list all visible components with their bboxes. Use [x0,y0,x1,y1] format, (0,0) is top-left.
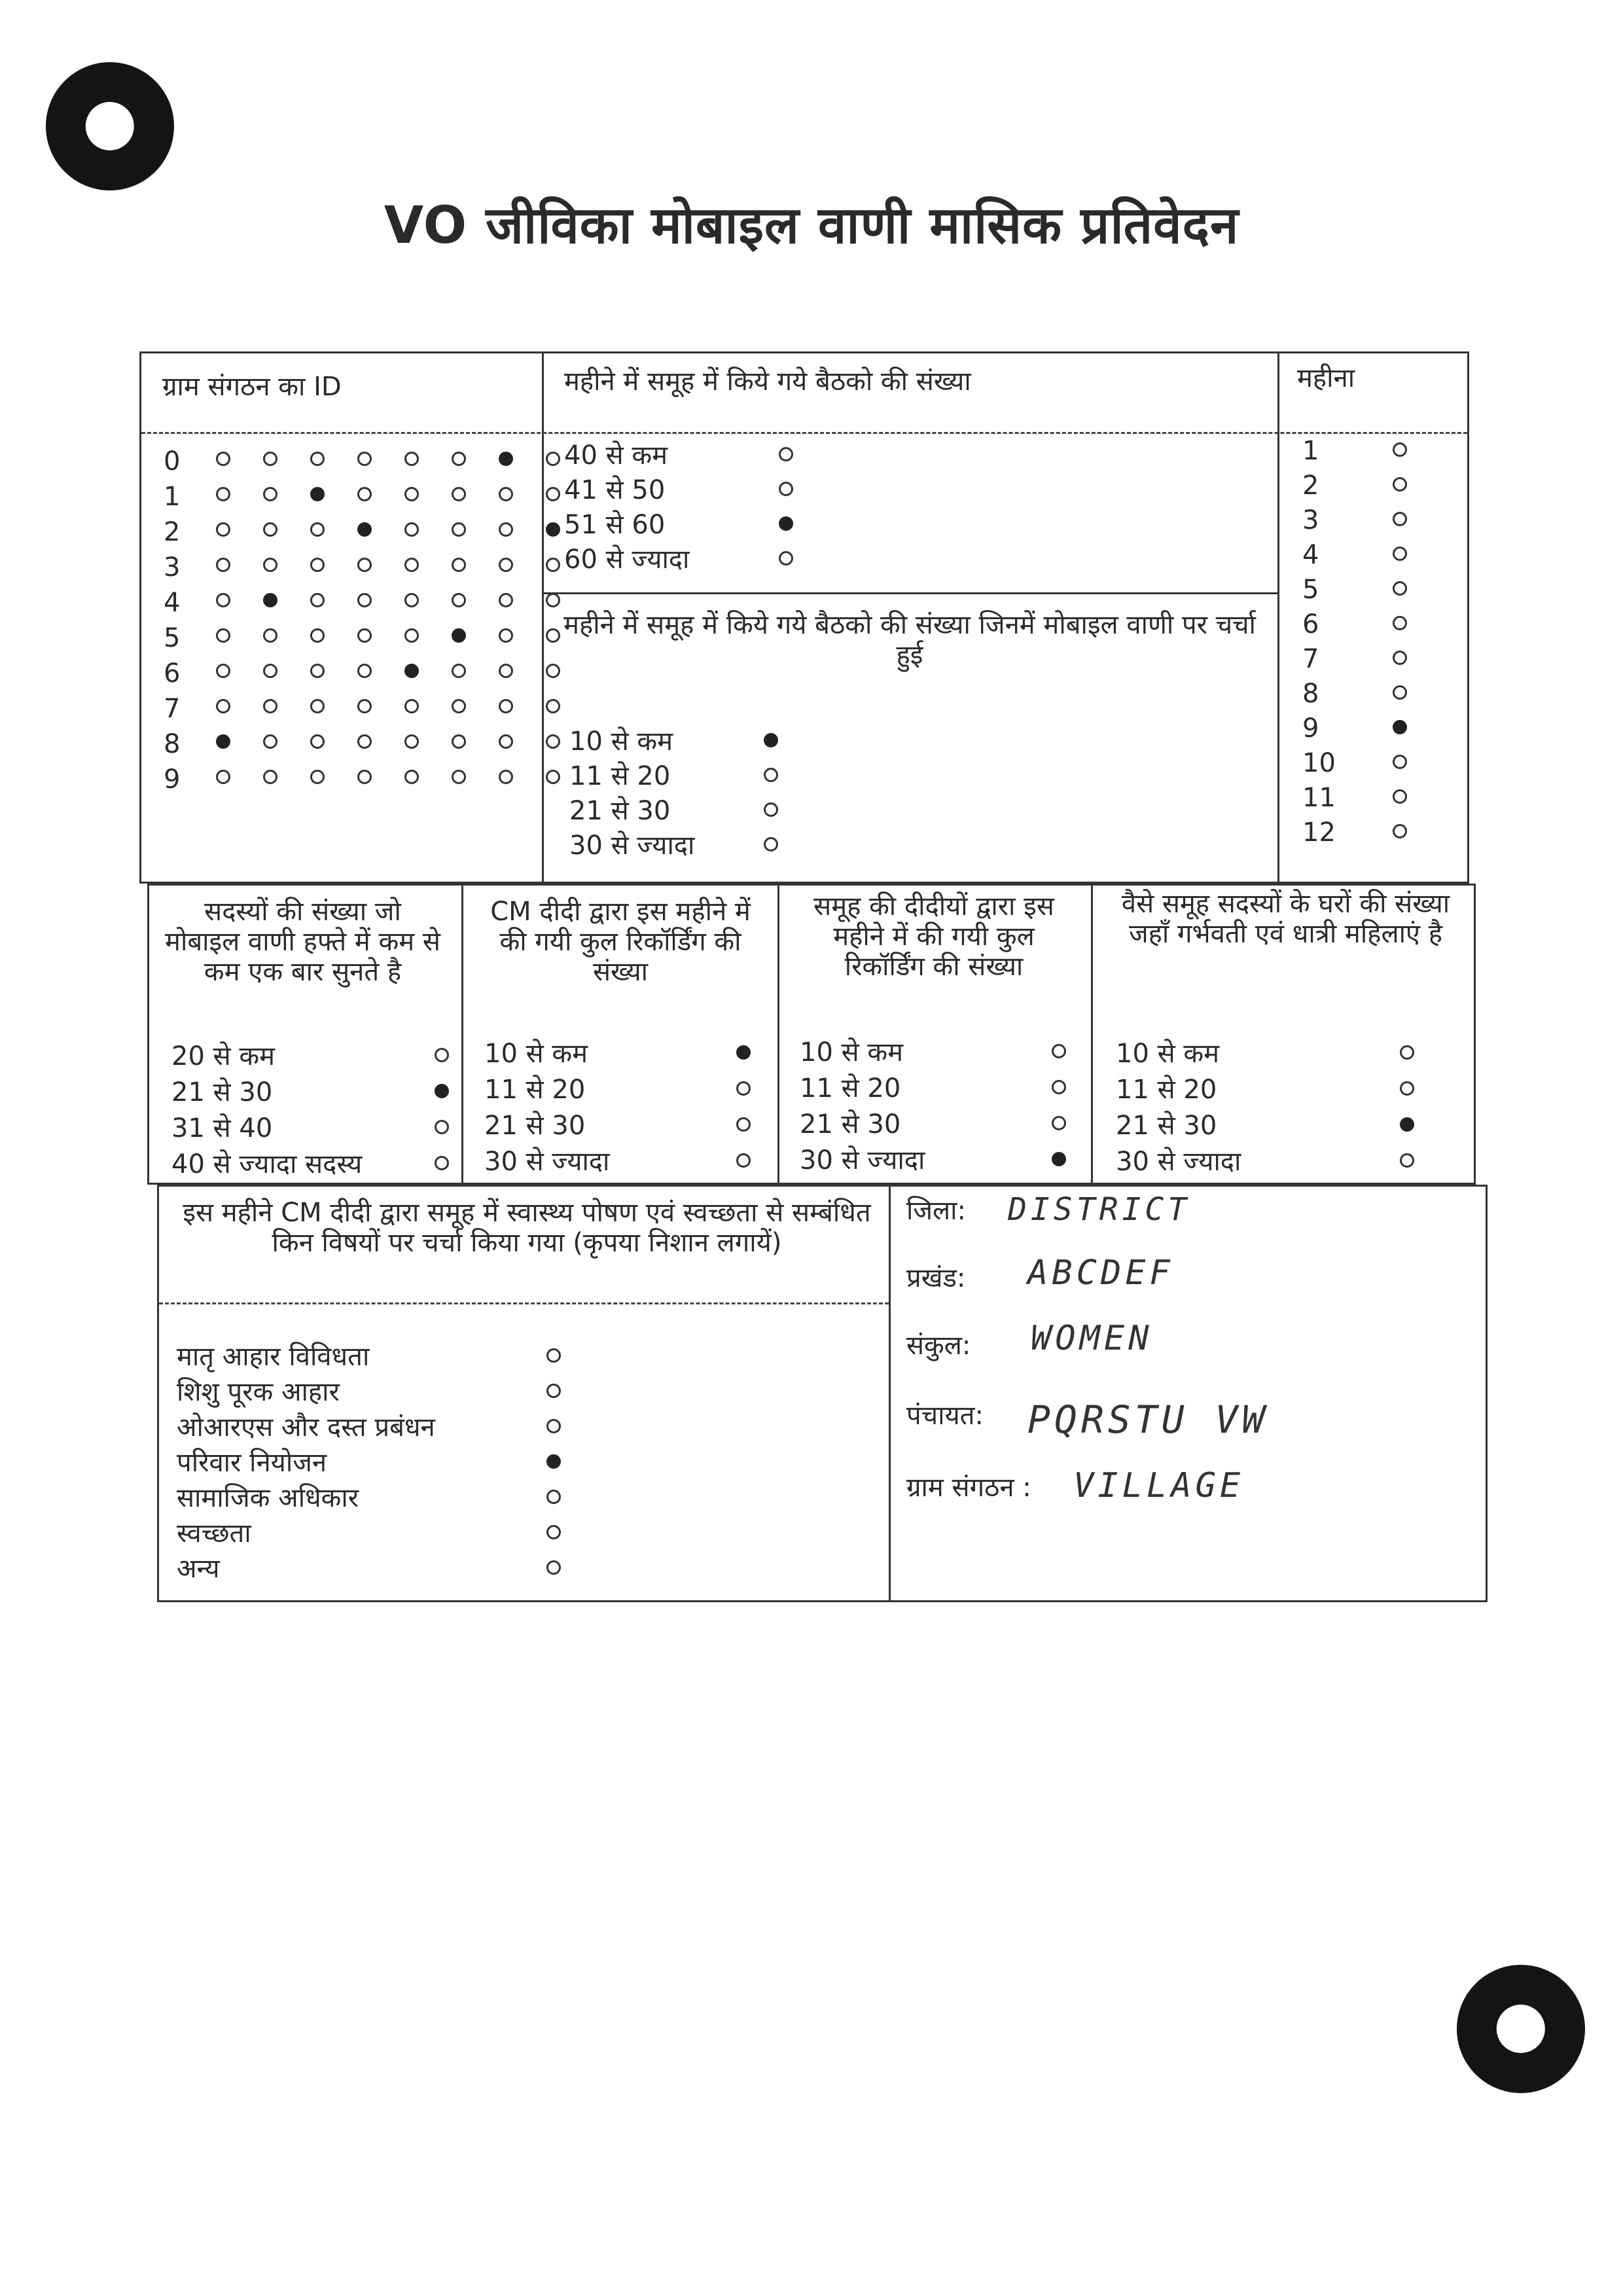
vo-id-bubble[interactable] [499,628,513,643]
vo-id-bubble[interactable] [357,593,372,607]
vo-id-bubble[interactable] [404,628,419,643]
panchayat-label: पंचायत: [906,1401,984,1431]
vo-id-digit-label: 6 [164,658,181,689]
meetings-option-bubble[interactable] [779,516,793,531]
registration-mark-top-left [46,62,174,190]
month-label: महीना [1297,363,1355,393]
vo-id-bubble[interactable] [546,593,560,607]
vo-id-bubble[interactable] [310,664,325,678]
meetings-mv-option-bubble[interactable] [764,733,778,747]
vo-name-value: VILLAGE [1073,1466,1245,1505]
cm-recordings-option-label: 30 से ज्यादा [484,1147,610,1177]
vo-id-bubble[interactable] [404,770,419,784]
meetings-mv-option-label: 10 से कम [569,726,673,757]
vo-id-bubble[interactable] [310,628,325,643]
vo-id-bubble[interactable] [216,734,230,749]
vo-id-bubble[interactable] [216,770,230,784]
vo-id-bubble[interactable] [216,628,230,643]
vo-id-bubble[interactable] [310,452,325,466]
vo-id-bubble[interactable] [452,487,466,501]
vo-id-bubble[interactable] [452,628,466,643]
topics-option-label: मातृ आहार विविधता [177,1342,370,1372]
vo-id-bubble[interactable] [499,593,513,607]
month-option-label: 3 [1302,505,1319,535]
listeners-option-bubble[interactable] [435,1120,449,1134]
meetings-option-bubble[interactable] [779,482,793,496]
month-option-bubble[interactable] [1393,512,1407,526]
vo-id-bubble[interactable] [310,522,325,537]
month-option-label: 12 [1302,817,1336,848]
pregnant-households-label: वैसे समूह सदस्यों के घरों की संख्या जहाँ गर्भवती एवं धात्री महिलाएं है [1121,889,1450,949]
vo-id-bubble[interactable] [499,699,513,713]
pregnant-households-option-bubble[interactable] [1400,1153,1414,1168]
didi-recordings-option-label: 11 से 20 [800,1073,901,1103]
vo-id-bubble[interactable] [357,699,372,713]
meetings-label: महीने में समूह में किये गये बैठको की संख्या [564,367,971,397]
vo-id-bubble[interactable] [263,664,277,678]
meetings-mv-option-label: 11 से 20 [569,761,671,791]
vo-id-bubble[interactable] [546,452,560,466]
district-value: DISTRICT [1008,1191,1191,1228]
district-label: जिला: [906,1196,966,1226]
didi-recordings-option-label: 30 से ज्यादा [800,1145,925,1175]
meetings-option-label: 40 से कम [564,440,668,471]
topics-option-label: शिशु पूरक आहार [177,1377,340,1407]
vo-id-bubble[interactable] [452,770,466,784]
vo-id-bubble[interactable] [263,699,277,713]
pregnant-households-option-bubble[interactable] [1400,1117,1414,1132]
vo-id-bubble[interactable] [452,664,466,678]
month-option-bubble[interactable] [1393,789,1407,804]
vo-id-bubble[interactable] [404,593,419,607]
vo-id-bubble[interactable] [263,452,277,466]
month-option-bubble[interactable] [1393,581,1407,596]
vo-id-bubble[interactable] [216,487,230,501]
vo-id-bubble[interactable] [263,770,277,784]
vo-name-label: ग्राम संगठन : [906,1473,1031,1503]
vo-id-bubble[interactable] [404,522,419,537]
vo-id-bubble[interactable] [499,522,513,537]
vo-id-bubble[interactable] [452,558,466,572]
vo-id-bubble[interactable] [263,522,277,537]
registration-mark-bottom-right [1457,1965,1585,2093]
vo-id-bubble[interactable] [357,734,372,749]
divider [1277,351,1279,884]
vo-id-digit-label: 0 [164,446,181,476]
listeners-option-label: 21 से 30 [171,1077,273,1107]
vo-id-bubble[interactable] [499,664,513,678]
vo-id-bubble[interactable] [546,699,560,713]
month-option-bubble[interactable] [1393,720,1407,734]
month-option-bubble[interactable] [1393,547,1407,561]
cm-recordings-option-bubble[interactable] [736,1081,751,1096]
topics-option-bubble[interactable] [546,1348,561,1363]
month-option-bubble[interactable] [1393,651,1407,665]
vo-id-bubble[interactable] [452,593,466,607]
topics-label: इस महीने CM दीदी द्वारा समूह में स्वास्थ्य पोषण एवं स्वच्छता से सम्बंधित किन विषयों पर चर्चा किया गया (कृपया निशान लगायें) [183,1198,871,1258]
meetings-mv-option-bubble[interactable] [764,768,778,782]
topics-option-bubble[interactable] [546,1419,561,1433]
vo-id-bubble[interactable] [357,522,372,537]
vo-id-digit-label: 8 [164,729,181,759]
pregnant-households-option-label: 10 से कम [1116,1039,1220,1069]
month-option-label: 7 [1302,644,1319,674]
divider [777,884,779,1185]
cm-recordings-option-bubble[interactable] [736,1153,751,1168]
vo-id-bubble[interactable] [263,558,277,572]
vo-id-bubble[interactable] [310,770,325,784]
vo-id-bubble[interactable] [357,664,372,678]
vo-id-bubble[interactable] [263,487,277,501]
topics-option-label: परिवार नियोजन [177,1448,327,1478]
meetings-mv-option-bubble[interactable] [764,837,778,852]
meetings-mv-option-bubble[interactable] [764,802,778,817]
month-option-bubble[interactable] [1393,824,1407,838]
vo-id-bubble[interactable] [310,734,325,749]
vo-id-bubble[interactable] [263,593,277,607]
didi-recordings-option-label: 21 से 30 [800,1109,901,1139]
month-option-label: 5 [1302,575,1319,605]
vo-id-bubble[interactable] [310,593,325,607]
meetings-option-label: 51 से 60 [564,510,666,540]
month-option-label: 10 [1302,748,1336,778]
vo-id-bubble[interactable] [216,522,230,537]
topics-option-label: स्वच्छता [177,1518,251,1549]
vo-id-bubble[interactable] [310,487,325,501]
meetings-option-bubble[interactable] [779,551,793,565]
topics-option-bubble[interactable] [546,1490,561,1504]
month-option-bubble[interactable] [1393,442,1407,457]
vo-id-bubble[interactable] [546,734,560,749]
meetings-mv-option-label: 21 से 30 [569,796,671,826]
month-option-bubble[interactable] [1393,755,1407,769]
vo-id-bubble[interactable] [546,487,560,501]
vo-id-bubble[interactable] [452,452,466,466]
vo-id-bubble[interactable] [357,487,372,501]
pregnant-households-option-bubble[interactable] [1400,1081,1414,1096]
vo-id-bubble[interactable] [546,522,560,537]
vo-id-bubble[interactable] [499,487,513,501]
pregnant-households-option-label: 21 से 30 [1116,1111,1217,1141]
vo-id-bubble[interactable] [452,734,466,749]
divider [889,1185,891,1602]
pregnant-households-option-label: 11 से 20 [1116,1075,1217,1105]
vo-id-bubble[interactable] [546,558,560,572]
meetings-mv-label: महीने में समूह में किये गये बैठको की संख्या जिनमें मोबाइल वाणी पर चर्चा हुई [563,610,1256,670]
meetings-option-label: 60 से ज्यादा [564,545,690,575]
divider [1091,884,1093,1185]
vo-id-bubble[interactable] [404,558,419,572]
vo-id-digit-label: 3 [164,552,181,583]
cm-recordings-option-label: 10 से कम [484,1039,588,1069]
topics-option-bubble[interactable] [546,1525,561,1539]
divider [461,884,463,1185]
vo-id-bubble[interactable] [404,664,419,678]
topics-option-bubble[interactable] [546,1560,561,1575]
listeners-option-label: 31 से 40 [171,1113,273,1143]
listeners-option-bubble[interactable] [435,1156,449,1170]
vo-id-bubble[interactable] [546,664,560,678]
cm-recordings-option-bubble[interactable] [736,1045,751,1060]
topics-option-bubble[interactable] [546,1384,561,1398]
vo-id-digit-label: 4 [164,588,181,618]
vo-id-digit-label: 2 [164,517,181,547]
vo-id-bubble[interactable] [357,770,372,784]
vo-id-bubble[interactable] [310,699,325,713]
vo-id-bubble[interactable] [499,734,513,749]
listeners-option-bubble[interactable] [435,1048,449,1062]
month-option-label: 4 [1302,540,1319,570]
didi-recordings-option-bubble[interactable] [1052,1152,1066,1166]
vo-id-bubble[interactable] [357,628,372,643]
didi-recordings-option-bubble[interactable] [1052,1044,1066,1058]
divider [542,351,544,884]
month-option-bubble[interactable] [1393,616,1407,630]
didi-recordings-option-bubble[interactable] [1052,1116,1066,1130]
vo-id-bubble[interactable] [357,558,372,572]
cm-recordings-option-label: 21 से 30 [484,1111,586,1141]
month-option-label: 2 [1302,471,1319,501]
didi-recordings-option-bubble[interactable] [1052,1080,1066,1094]
panchayat-value: PQRSTU VW [1027,1397,1269,1442]
divider [159,1302,889,1304]
didi-recordings-label: समूह की दीदीयों द्वारा इस महीने में की गयी कुल रिकॉर्डिंग की संख्या [813,891,1054,982]
vo-id-bubble[interactable] [216,558,230,572]
vo-id-bubble[interactable] [216,699,230,713]
vo-id-label: ग्राम संगठन का ID [162,372,342,402]
vo-id-bubble[interactable] [263,734,277,749]
vo-id-digit-label: 9 [164,764,181,795]
month-option-bubble[interactable] [1393,685,1407,700]
divider [141,432,1467,434]
topics-option-label: अन्य [177,1554,220,1584]
meetings-mv-option-label: 30 से ज्यादा [569,831,695,861]
vo-id-bubble[interactable] [452,522,466,537]
vo-id-digit-label: 7 [164,694,181,724]
vo-id-bubble[interactable] [499,452,513,466]
divider [542,592,1277,594]
block-label: प्रखंड: [906,1263,966,1293]
meetings-option-bubble[interactable] [779,447,793,461]
month-option-label: 6 [1302,609,1319,639]
meetings-option-label: 41 से 50 [564,475,666,505]
topics-option-bubble[interactable] [546,1454,561,1469]
month-option-label: 1 [1302,436,1319,466]
listeners-option-label: 20 से कम [171,1041,276,1071]
vo-id-bubble[interactable] [404,452,419,466]
vo-id-bubble[interactable] [216,452,230,466]
vo-id-digit-label: 1 [164,482,181,512]
vo-id-bubble[interactable] [310,558,325,572]
listeners-option-label: 40 से ज्यादा सदस्य [171,1149,363,1179]
page-title: VO जीविका मोबाइल वाणी मासिक प्रतिवेदन [383,196,1240,255]
vo-id-bubble[interactable] [404,734,419,749]
vo-id-bubble[interactable] [357,452,372,466]
pregnant-households-option-bubble[interactable] [1400,1045,1414,1060]
listeners-option-bubble[interactable] [435,1084,449,1098]
month-option-bubble[interactable] [1393,477,1407,492]
vo-id-bubble[interactable] [546,628,560,643]
vo-id-bubble[interactable] [546,770,560,784]
topics-option-label: ओआरएस और दस्त प्रबंधन [177,1412,435,1443]
cluster-label: संकुल: [906,1331,971,1361]
pregnant-households-option-label: 30 से ज्यादा [1116,1147,1241,1177]
vo-id-bubble[interactable] [499,558,513,572]
cluster-value: WOMEN [1031,1319,1153,1358]
vo-id-bubble[interactable] [499,770,513,784]
vo-id-bubble[interactable] [404,487,419,501]
cm-recordings-label: CM दीदी द्वारा इस महीने में की गयी कुल रिकॉर्डिंग की संख्या [490,897,751,987]
topics-option-label: सामाजिक अधिकार [177,1483,359,1513]
vo-id-bubble[interactable] [404,699,419,713]
vo-id-bubble[interactable] [216,593,230,607]
cm-recordings-option-label: 11 से 20 [484,1075,586,1105]
month-option-label: 11 [1302,783,1336,813]
cm-recordings-option-bubble[interactable] [736,1117,751,1132]
didi-recordings-option-label: 10 से कम [800,1037,904,1067]
listeners-label: सदस्यों की संख्या जो मोबाइल वाणी हफ्ते में कम से कम एक बार सुनते है [165,897,440,987]
vo-id-digit-label: 5 [164,623,181,653]
block-value: ABCDEF [1027,1253,1174,1293]
vo-id-bubble[interactable] [263,628,277,643]
month-option-label: 8 [1302,679,1319,709]
month-option-label: 9 [1302,713,1319,744]
vo-id-bubble[interactable] [452,699,466,713]
vo-id-bubble[interactable] [216,664,230,678]
